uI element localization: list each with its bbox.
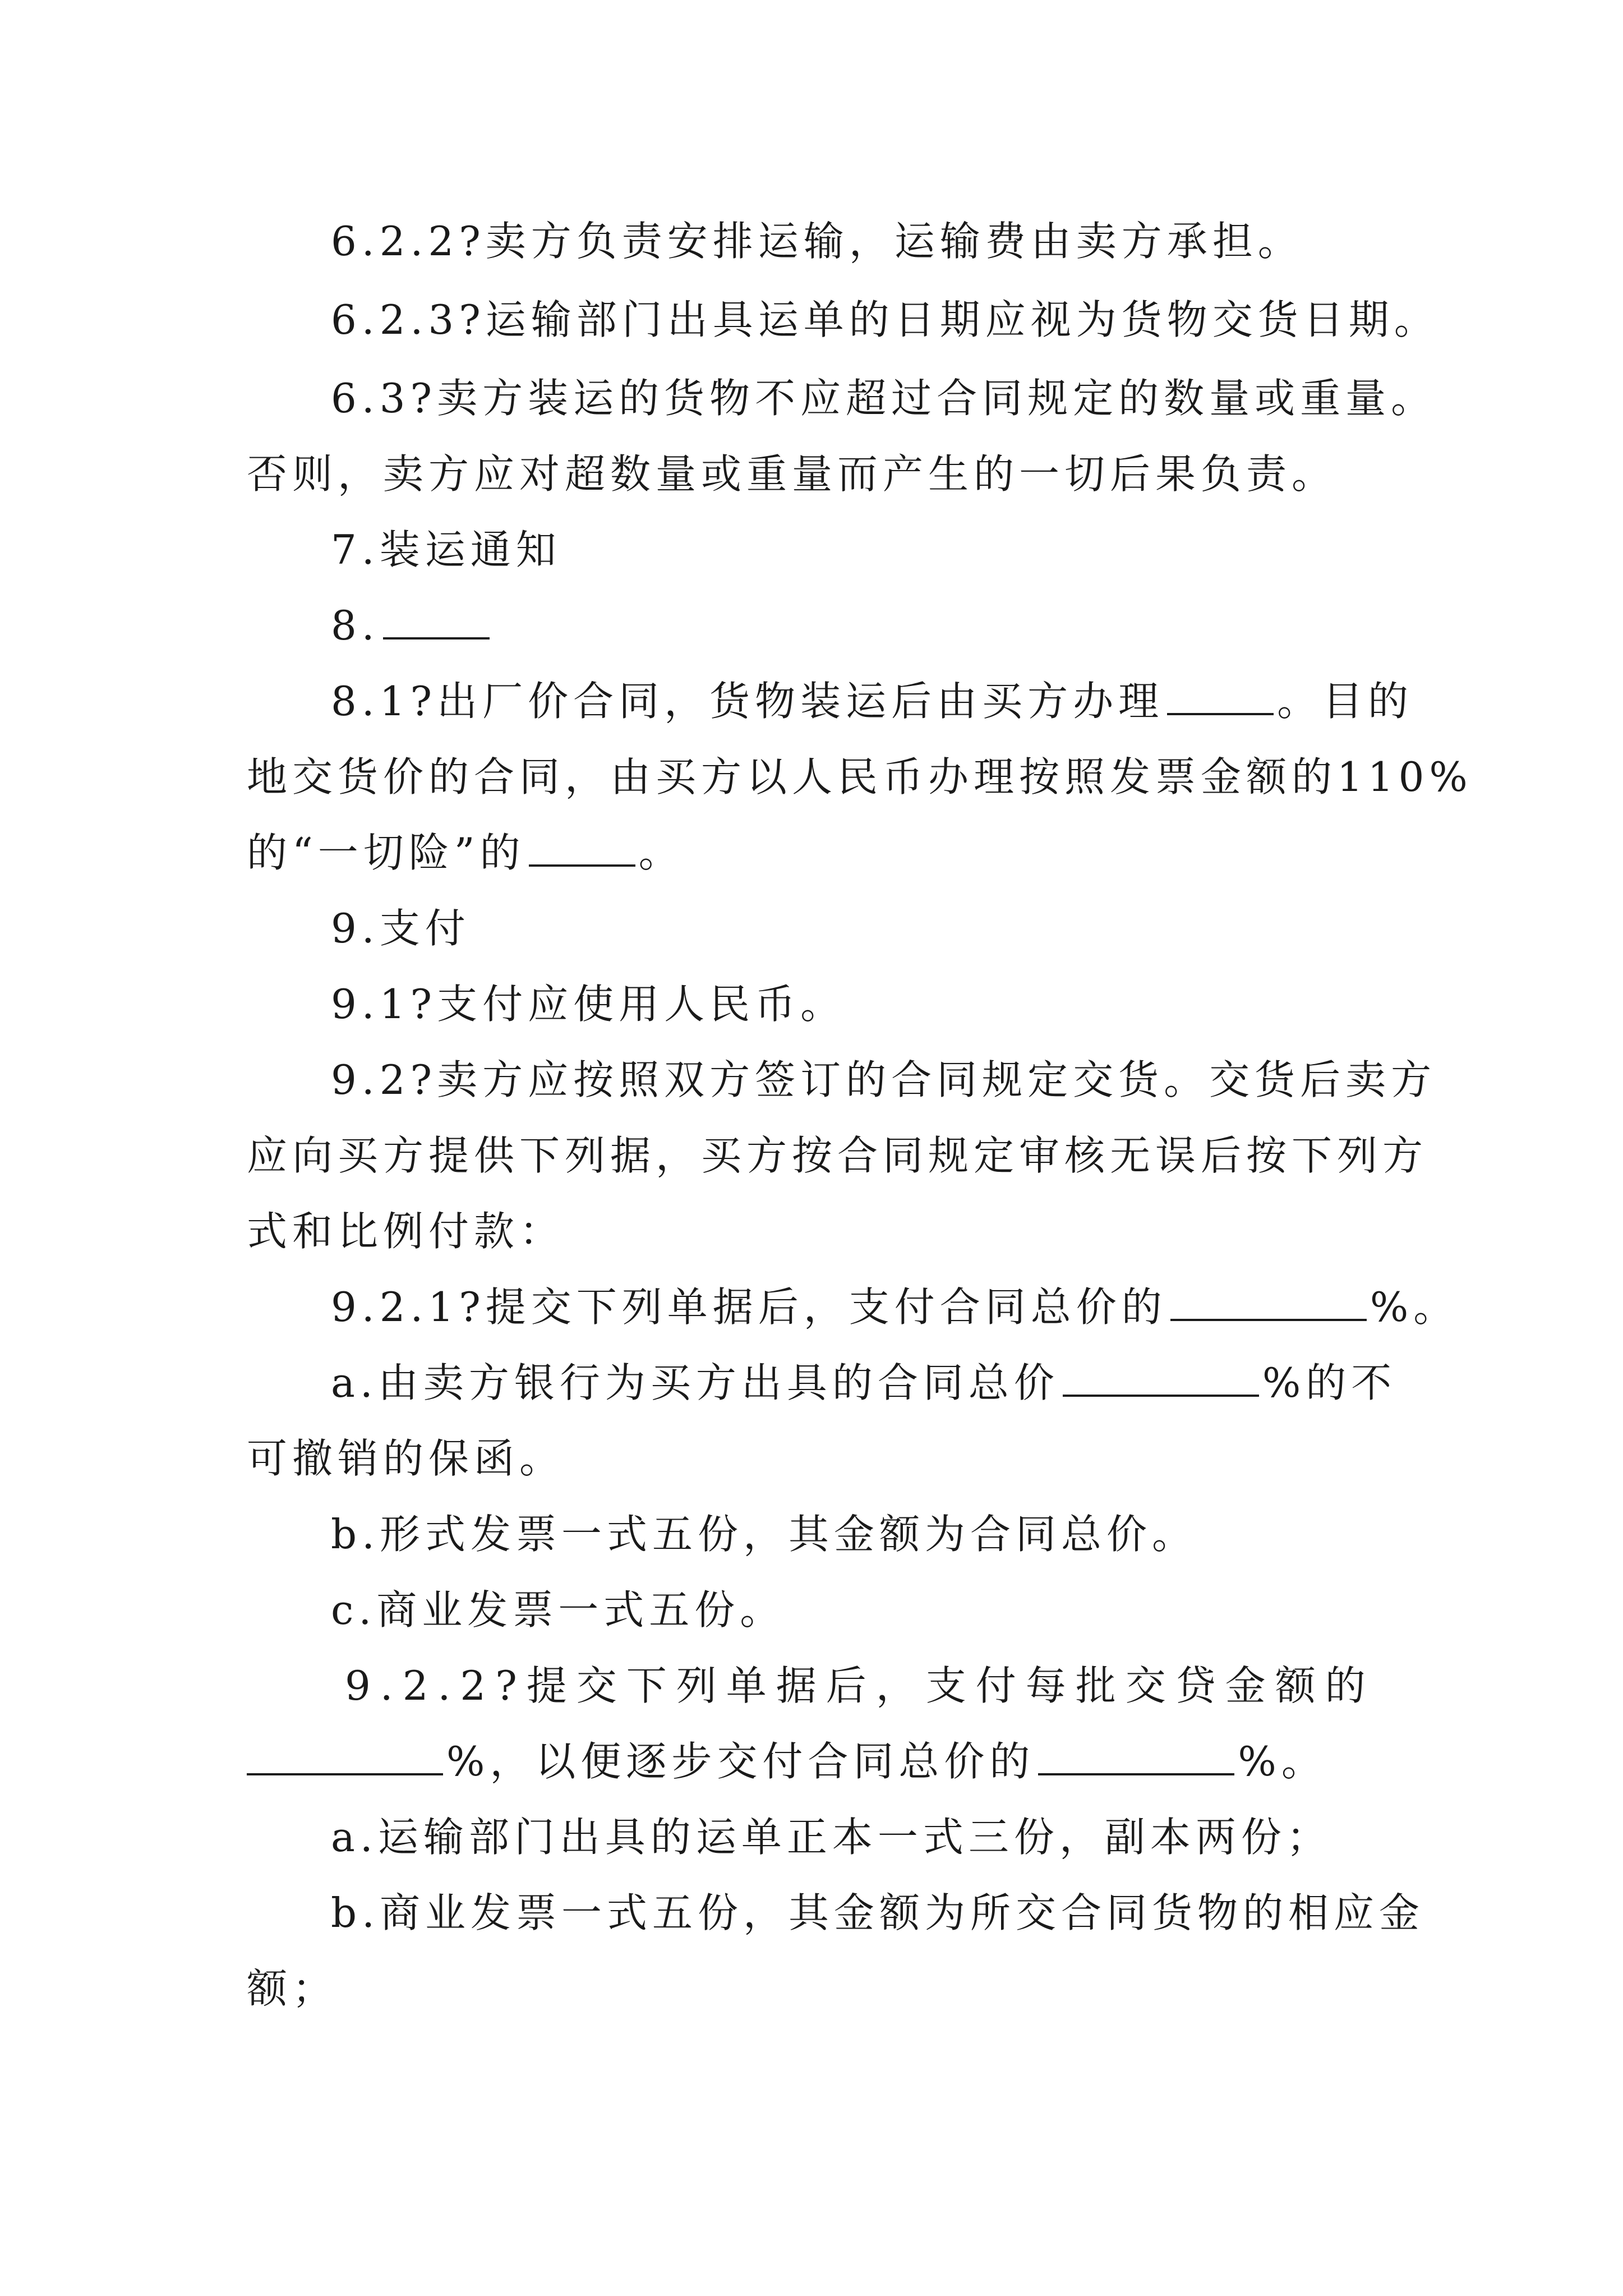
clause-9-2-2-text: %，以便逐步交付合同总价的	[446, 1738, 1035, 1785]
clause-6-3-line-1: 6.3?卖方装运的货物不应超过合同规定的数量或重量。	[331, 375, 1437, 422]
item-a-guarantee-line-1	[331, 1355, 1396, 1411]
heading-8-number: 8.	[331, 602, 380, 649]
clause-8-1-text-c: 的“一切险”的	[247, 829, 525, 876]
heading-7-shipping-notice: 7.装运通知	[331, 526, 561, 573]
clause-9-2-line-2: 应向买方提供下列据，买方按合同规定审核无误后按下列方	[247, 1132, 1428, 1179]
item-b-invoice-line-2: 额；	[247, 1965, 338, 2012]
clause-6-2-3: 6.2.3?运输部门出具运单的日期应视为货物交货日期。	[331, 296, 1440, 343]
item-b-invoice-line-1: b.商业发票一式五份，其金额为所交合同货物的相应金	[331, 1889, 1424, 1936]
clause-9-2-2-line-1: 9.2.2?提交下列单据后，支付每批交贷金额的	[345, 1662, 1375, 1709]
clause-9-2-1	[331, 1279, 1459, 1335]
blank-field	[383, 604, 490, 639]
clause-6-3-line-2: 否则，卖方应对超数量或重量而产生的一切后果负责。	[247, 450, 1338, 498]
item-a-percent: %的不	[1262, 1359, 1397, 1406]
blank-field	[1167, 679, 1274, 715]
clause-8-1-text-b: 。目的	[1277, 678, 1414, 725]
item-b-proforma-invoice: b.形式发票一式五份，其金额为合同总价。	[331, 1511, 1197, 1558]
item-a-text: a.由卖方银行为买方出具的合同总价	[331, 1359, 1059, 1406]
blank-field	[1038, 1740, 1234, 1775]
clause-6-2-2: 6.2.2?卖方负责安排运输，运输费由卖方承担。	[331, 218, 1303, 265]
blank-field	[529, 831, 635, 867]
clause-8-1-text-a: 8.1?出厂价合同，货物装运后由买方办理	[331, 678, 1164, 725]
heading-8	[331, 597, 493, 654]
clause-9-2-line-1: 9.2?卖方应按照双方签订的合同规定交货。交货后卖方	[331, 1056, 1437, 1103]
clause-8-1-line-3	[247, 825, 684, 881]
clause-8-1-text-d: 。	[638, 829, 684, 876]
clause-9-2-1-text: 9.2.1?提交下列单据后，支付合同总价的	[331, 1283, 1167, 1331]
clause-9-1: 9.1?支付应使用人民币。	[331, 981, 846, 1028]
heading-9-payment: 9.支付	[331, 905, 471, 952]
item-a-waybill: a.运输部门出具的运单正本一式三份，副本两份；	[331, 1814, 1332, 1861]
clause-9-2-line-3: 式和比例付款：	[247, 1208, 565, 1255]
clause-8-1-line-1	[331, 673, 1413, 729]
item-a-guarantee-line-2: 可撤销的保函。	[247, 1435, 565, 1482]
clause-9-2-2-percent: %。	[1238, 1738, 1327, 1785]
item-c-commercial-invoice: c.商业发票一式五份。	[331, 1586, 786, 1634]
clause-9-2-1-percent: %。	[1370, 1283, 1459, 1331]
blank-field	[1170, 1285, 1367, 1321]
clause-8-1-line-2: 地交货价的合同，由买方以人民币办理按照发票金额的110%	[247, 753, 1473, 800]
clause-9-2-2-line-2	[247, 1733, 1327, 1789]
blank-field	[247, 1740, 443, 1775]
blank-field	[1063, 1361, 1259, 1397]
